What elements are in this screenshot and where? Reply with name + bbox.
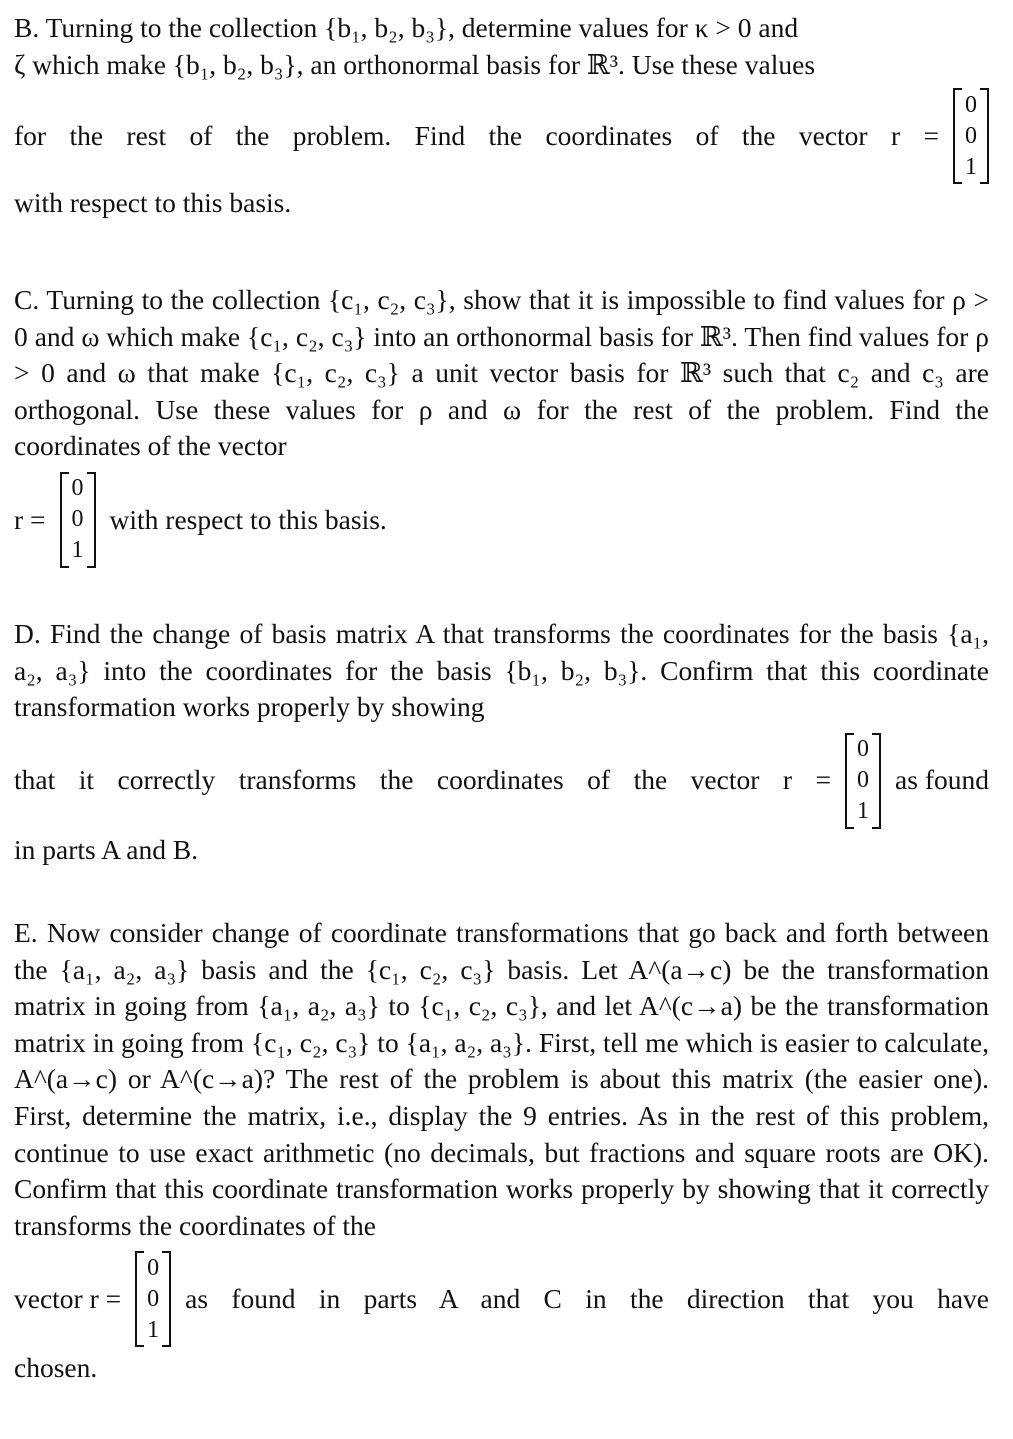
section-c-vector-suffix: with respect to this basis. <box>109 503 387 535</box>
vector-entry: 0 <box>147 1285 160 1312</box>
section-c-column-vector <box>60 470 96 570</box>
section-d-column-vector <box>845 731 881 831</box>
section-e-column-vector <box>135 1249 171 1349</box>
section-d-vector-line <box>14 726 989 836</box>
vector-entry: 0 <box>965 122 977 149</box>
section-b-text <box>14 10 989 83</box>
section-d-text: D. Find the change of basis matrix A that transforms the coordinates for the basis {a₁, a₂, a₃} into the coordinates for the basis {b₁, b₂, b₃}. Confirm that this coordinate transformation works properly by showing <box>14 618 989 723</box>
section-d <box>14 616 989 868</box>
vector-entry: 0 <box>71 475 84 502</box>
section-e-after: chosen. <box>14 1352 98 1384</box>
vector-entry: 0 <box>965 91 977 118</box>
section-d-vector-suffix: as found <box>895 764 989 796</box>
section-b-vector-prefix: for the rest of the problem. Find the coordinates of the vector r = <box>14 119 939 151</box>
section-c-vector-line <box>14 465 989 575</box>
vector-entry: 1 <box>965 153 977 180</box>
section-b-line2: ζ which make {b₁, b₂, b₃}, an orthonormal basis for ℝ³. Use these values <box>14 48 816 80</box>
section-d-vector-prefix: that it correctly transforms the coordinates of the vector r = <box>14 764 832 796</box>
section-c-vector-prefix: r = <box>14 503 46 535</box>
vector-entry: 1 <box>857 798 870 825</box>
vector-entry: 1 <box>71 537 84 564</box>
section-b-column-vector <box>953 86 989 186</box>
section-d-after: in parts A and B. <box>14 833 199 865</box>
section-b <box>14 10 989 222</box>
vector-entry: 0 <box>147 1254 160 1281</box>
section-e-vector-suffix: as found in parts A and C in the direction that you have <box>185 1283 989 1315</box>
section-b-vector-line <box>14 81 989 191</box>
section-e-vector-prefix: vector r = <box>14 1283 122 1315</box>
section-b-line1: B. Turning to the collection {b₁, b₂, b₃}, determine values for κ > 0 and <box>14 12 799 43</box>
section-e <box>14 915 989 1387</box>
section-e-text: E. Now consider change of coordinate transformations that go back and forth between the {a₁, a₂, a₃} basis and the {c₁, c₂, c₃} basis. Let A^(a→c) be the transformation matrix in going from {a₁, a₂, a₃} to {c₁, c₂, c₃}, and let A^(c→a) be the transformation matrix in going from {c₁, c₂, c₃} to {a₁, a₂, a₃}. First, tell me which is easier to calculate, A^(a→c) or A^(c→a)? The rest of the problem is about this matrix (the easier one). First, determine the matrix, i.e., display the 9 entries. As in the rest of this problem, continue to use exact arithmetic (no decimals, but fractions and square roots are OK). Confirm that this coordinate transformation works properly by showing that it correctly transforms the coordinates of the <box>14 917 989 1241</box>
section-c <box>14 282 989 575</box>
section-b-after: with respect to this basis. <box>14 187 292 219</box>
vector-entry: 0 <box>857 736 870 763</box>
section-c-text: C. Turning to the collection {c₁, c₂, c₃}, show that it is impossible to find values for ρ > 0 and ω which make {c₁, c₂, c₃} into an orthonormal basis for ℝ³. Then find values for ρ > 0 and ω that make {c₁, c₂, c₃} a unit vector basis for ℝ³ such that c₂ and c₃ are orthogonal. Use these values for ρ and ω for the rest of the problem. Find the coordinates of the vector <box>14 284 989 462</box>
vector-entry: 1 <box>147 1316 160 1343</box>
vector-entry: 0 <box>71 506 84 533</box>
vector-entry: 0 <box>857 767 870 794</box>
section-e-vector-line <box>14 1244 989 1354</box>
